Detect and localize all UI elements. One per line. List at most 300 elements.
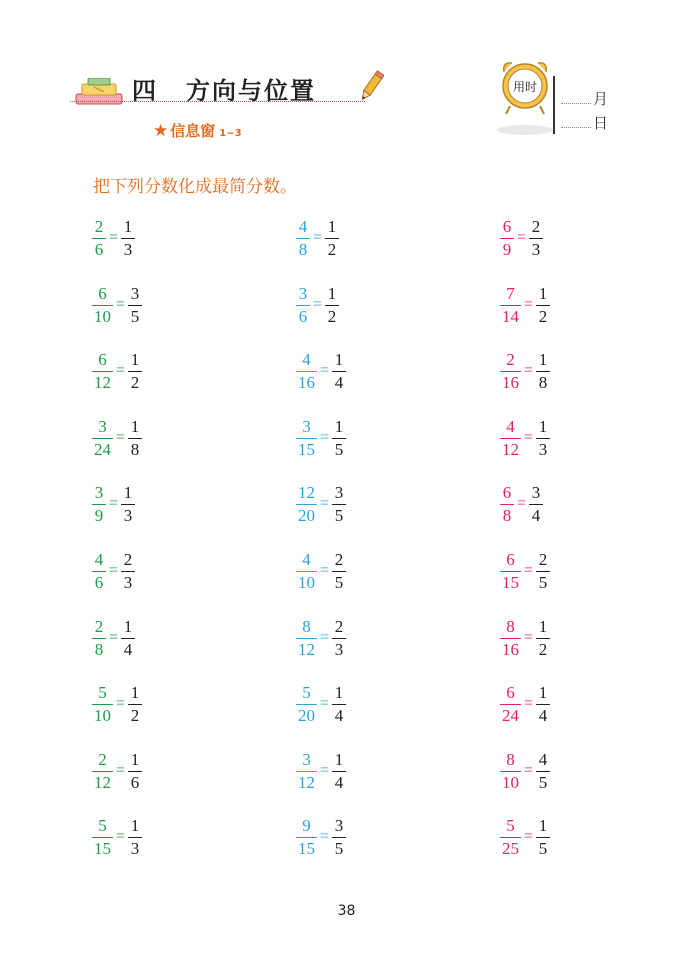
fraction-bar [121, 238, 135, 239]
fraction-equation [296, 414, 346, 462]
numerator: 5 [302, 682, 311, 702]
equals-sign: = [116, 429, 126, 446]
numerator: 2 [334, 616, 344, 636]
simplified-fraction [332, 483, 346, 526]
fraction-equation [92, 813, 142, 861]
numerator: 1 [123, 616, 133, 636]
instruction-text: 把下列分数化成最简分数。 [93, 177, 297, 197]
fraction-bar [296, 504, 317, 505]
equals-sign: = [320, 495, 330, 512]
numerator: 2 [94, 616, 104, 636]
simplified-fraction [332, 617, 346, 660]
numerator: 1 [538, 283, 548, 303]
denominator: 6 [94, 239, 104, 259]
denominator: 12 [94, 772, 111, 792]
denominator: 8 [130, 439, 140, 459]
fraction-equation [296, 547, 346, 595]
numerator: 4 [302, 549, 311, 569]
fraction-bar [500, 371, 521, 372]
simplified-fraction [128, 683, 142, 726]
denominator: 3 [130, 838, 140, 858]
denominator: 16 [502, 639, 519, 659]
equals-sign: = [524, 362, 534, 379]
numerator: 6 [506, 549, 515, 569]
fraction-bar [529, 238, 543, 239]
equals-sign: = [116, 296, 126, 313]
numerator: 6 [502, 482, 512, 502]
numerator: 6 [98, 283, 107, 303]
denominator: 5 [334, 439, 344, 459]
source-fraction [500, 816, 521, 859]
simplified-fraction [536, 284, 550, 327]
source-fraction [296, 284, 310, 327]
fraction-equation [500, 281, 550, 329]
simplified-fraction [332, 550, 346, 593]
denominator: 4 [538, 705, 548, 725]
numerator: 5 [98, 815, 107, 835]
source-fraction [296, 816, 317, 859]
fraction-bar [121, 638, 135, 639]
numerator: 2 [531, 216, 541, 236]
numerator: 12 [298, 482, 315, 502]
info-label: 信息窗 [170, 122, 216, 140]
denominator: 5 [538, 772, 548, 792]
fraction-equation [296, 214, 339, 262]
fraction-bar [536, 704, 550, 705]
fraction-bar [128, 771, 142, 772]
fraction-bar [332, 504, 346, 505]
denominator: 16 [298, 372, 315, 392]
fraction-bar [332, 837, 346, 838]
fraction-bar [536, 771, 550, 772]
source-fraction [500, 617, 521, 660]
numerator: 1 [334, 416, 344, 436]
denominator: 12 [94, 372, 111, 392]
source-fraction [500, 217, 514, 260]
fraction-bar [92, 504, 106, 505]
numerator: 3 [98, 416, 107, 436]
equals-sign: = [116, 828, 126, 845]
fraction-equation [92, 414, 142, 462]
fraction-equation [296, 281, 339, 329]
denominator: 15 [298, 838, 315, 858]
books-icon [74, 78, 126, 108]
fraction-bar [332, 438, 346, 439]
numerator: 1 [130, 682, 140, 702]
fraction-bar [296, 305, 310, 306]
equals-sign: = [109, 229, 119, 246]
fraction-equation [92, 480, 135, 528]
fraction-bar [332, 371, 346, 372]
source-fraction [500, 483, 514, 526]
fraction-bar [332, 638, 346, 639]
equals-sign: = [320, 362, 330, 379]
simplified-fraction [128, 816, 142, 859]
denominator: 3 [531, 239, 541, 259]
fraction-bar [500, 571, 521, 572]
numerator: 4 [538, 749, 548, 769]
fraction-equation [92, 547, 135, 595]
denominator: 5 [334, 572, 344, 592]
source-fraction [92, 417, 113, 460]
equals-sign: = [320, 828, 330, 845]
fraction-equation [92, 614, 135, 662]
fraction-equation [500, 747, 550, 795]
source-fraction [296, 483, 317, 526]
simplified-fraction [121, 550, 135, 593]
denominator: 3 [123, 505, 133, 525]
denominator: 15 [502, 572, 519, 592]
denominator: 20 [298, 705, 315, 725]
simplified-fraction [529, 483, 543, 526]
source-fraction [296, 750, 317, 793]
numerator: 2 [123, 549, 133, 569]
fraction-equation [92, 347, 142, 395]
denominator: 10 [94, 306, 111, 326]
fraction-equation [500, 480, 543, 528]
source-fraction [296, 683, 317, 726]
fraction-bar [92, 704, 113, 705]
denominator: 5 [538, 838, 548, 858]
numerator: 1 [327, 216, 337, 236]
denominator: 5 [334, 838, 344, 858]
source-fraction [92, 350, 113, 393]
day-label: 日 [593, 114, 609, 132]
source-fraction [500, 350, 521, 393]
day-field [561, 112, 621, 133]
fraction-bar [128, 305, 142, 306]
denominator: 4 [123, 639, 133, 659]
fraction-equation [296, 747, 346, 795]
date-divider [553, 76, 555, 134]
fraction-bar [92, 638, 106, 639]
fraction-bar [296, 704, 317, 705]
fraction-bar [296, 438, 317, 439]
denominator: 12 [502, 439, 519, 459]
numerator: 5 [98, 682, 107, 702]
simplified-fraction [536, 750, 550, 793]
denominator: 2 [130, 372, 140, 392]
numerator: 2 [538, 549, 548, 569]
numerator: 1 [538, 416, 548, 436]
simplified-fraction [332, 350, 346, 393]
denominator: 4 [531, 505, 541, 525]
numerator: 1 [130, 349, 140, 369]
numerator: 8 [506, 749, 515, 769]
equals-sign: = [109, 562, 119, 579]
denominator: 6 [298, 306, 308, 326]
numerator: 4 [302, 349, 311, 369]
source-fraction [296, 417, 317, 460]
fraction-bar [92, 371, 113, 372]
denominator: 5 [538, 572, 548, 592]
denominator: 2 [538, 306, 548, 326]
numerator: 7 [506, 283, 515, 303]
simplified-fraction [332, 750, 346, 793]
numerator: 1 [123, 216, 133, 236]
simplified-fraction [332, 683, 346, 726]
source-fraction [92, 816, 113, 859]
fraction-equation [500, 547, 550, 595]
numerator: 2 [334, 549, 344, 569]
numerator: 2 [98, 749, 107, 769]
numerator: 3 [334, 815, 344, 835]
clock-label: 用时 [512, 80, 538, 94]
numerator: 1 [130, 815, 140, 835]
fraction-bar [500, 504, 514, 505]
source-fraction [500, 417, 521, 460]
numerator: 1 [130, 416, 140, 436]
fraction-equation [296, 680, 346, 728]
equals-sign: = [524, 562, 534, 579]
source-fraction [92, 483, 106, 526]
fraction-equation [92, 214, 135, 262]
source-fraction [92, 550, 106, 593]
source-fraction [92, 617, 106, 660]
equals-sign: = [517, 229, 527, 246]
simplified-fraction [529, 217, 543, 260]
fraction-bar [92, 305, 113, 306]
equals-sign: = [524, 695, 534, 712]
fraction-equation [296, 813, 346, 861]
denominator: 10 [502, 772, 519, 792]
simplified-fraction [128, 350, 142, 393]
denominator: 24 [94, 439, 111, 459]
numerator: 8 [302, 616, 311, 636]
fraction-bar [536, 371, 550, 372]
fraction-equation [296, 480, 346, 528]
denominator: 25 [502, 838, 519, 858]
equals-sign: = [320, 562, 330, 579]
denominator: 8 [502, 505, 512, 525]
fraction-equation [500, 680, 550, 728]
source-fraction [296, 217, 310, 260]
numerator: 1 [123, 482, 133, 502]
fraction-bar [332, 704, 346, 705]
simplified-fraction [536, 417, 550, 460]
numerator: 3 [298, 283, 308, 303]
simplified-fraction [128, 417, 142, 460]
simplified-fraction [121, 617, 135, 660]
denominator: 3 [123, 239, 133, 259]
numerator: 1 [327, 283, 337, 303]
equals-sign: = [524, 429, 534, 446]
numerator: 3 [130, 283, 140, 303]
simplified-fraction [536, 683, 550, 726]
denominator: 2 [327, 306, 337, 326]
chapter-number: 四 [132, 77, 158, 105]
denominator: 3 [123, 572, 133, 592]
equals-sign: = [109, 495, 119, 512]
source-fraction [296, 617, 317, 660]
fraction-equation [500, 347, 550, 395]
equals-sign: = [313, 296, 323, 313]
numerator: 4 [506, 416, 515, 436]
denominator: 8 [94, 639, 104, 659]
numerator: 1 [334, 349, 344, 369]
numerator: 8 [506, 616, 515, 636]
equals-sign: = [313, 229, 323, 246]
equals-sign: = [320, 762, 330, 779]
chapter-name: 方向与位置 [186, 77, 316, 105]
source-fraction [500, 550, 521, 593]
numerator: 1 [538, 349, 548, 369]
pencil-icon [358, 70, 384, 104]
denominator: 8 [298, 239, 308, 259]
source-fraction [296, 350, 317, 393]
fraction-bar [332, 771, 346, 772]
numerator: 1 [538, 682, 548, 702]
fraction-equation [500, 813, 550, 861]
fraction-bar [296, 238, 310, 239]
star-icon: ★ [153, 121, 169, 141]
fraction-bar [92, 771, 113, 772]
denominator: 2 [538, 639, 548, 659]
simplified-fraction [536, 350, 550, 393]
fraction-equation [296, 347, 346, 395]
fraction-bar [500, 638, 521, 639]
simplified-fraction [332, 816, 346, 859]
denominator: 2 [327, 239, 337, 259]
fraction-bar [296, 638, 317, 639]
denominator: 4 [334, 372, 344, 392]
denominator: 4 [334, 772, 344, 792]
simplified-fraction [121, 483, 135, 526]
simplified-fraction [121, 217, 135, 260]
numerator: 3 [94, 482, 104, 502]
fraction-bar [128, 704, 142, 705]
equals-sign: = [116, 695, 126, 712]
fraction-bar [500, 837, 521, 838]
fraction-equation [92, 680, 142, 728]
source-fraction [500, 683, 521, 726]
equals-sign: = [517, 495, 527, 512]
fraction-bar [500, 704, 521, 705]
fraction-bar [500, 238, 514, 239]
fraction-bar [536, 837, 550, 838]
numerator: 9 [302, 815, 311, 835]
fraction-bar [296, 771, 317, 772]
fraction-equation [500, 214, 543, 262]
simplified-fraction [536, 816, 550, 859]
equals-sign: = [524, 828, 534, 845]
numerator: 3 [334, 482, 344, 502]
fraction-equation [92, 281, 142, 329]
numerator: 3 [302, 416, 311, 436]
denominator: 6 [94, 572, 104, 592]
denominator: 4 [334, 705, 344, 725]
fraction-equation [500, 614, 550, 662]
denominator: 24 [502, 705, 519, 725]
fraction-bar [536, 305, 550, 306]
fraction-equation [296, 614, 346, 662]
equals-sign: = [109, 629, 119, 646]
denominator: 8 [538, 372, 548, 392]
source-fraction [500, 284, 521, 327]
fraction-equation [92, 747, 142, 795]
denominator: 14 [502, 306, 519, 326]
denominator: 3 [538, 439, 548, 459]
denominator: 9 [502, 239, 512, 259]
fraction-bar [128, 837, 142, 838]
simplified-fraction [536, 617, 550, 660]
equals-sign: = [116, 362, 126, 379]
numerator: 2 [94, 216, 104, 236]
numerator: 6 [506, 682, 515, 702]
source-fraction [296, 550, 317, 593]
equals-sign: = [320, 695, 330, 712]
denominator: 16 [502, 372, 519, 392]
fraction-bar [92, 837, 113, 838]
source-fraction [92, 683, 113, 726]
fraction-bar [500, 305, 521, 306]
info-window-label [153, 120, 242, 141]
fraction-bar [128, 438, 142, 439]
denominator: 5 [130, 306, 140, 326]
fraction-bar [296, 837, 317, 838]
month-field [561, 88, 621, 109]
info-range: 1~3 [219, 128, 242, 139]
fraction-bar [92, 438, 113, 439]
equals-sign: = [524, 629, 534, 646]
denominator: 12 [298, 772, 315, 792]
simplified-fraction [325, 217, 339, 260]
fraction-bar [536, 638, 550, 639]
numerator: 6 [98, 349, 107, 369]
alarm-clock-icon [496, 58, 554, 136]
fraction-bar [325, 305, 339, 306]
fraction-bar [92, 238, 106, 239]
denominator: 3 [334, 639, 344, 659]
fraction-bar [121, 504, 135, 505]
source-fraction [92, 750, 113, 793]
denominator: 15 [298, 439, 315, 459]
fraction-bar [500, 771, 521, 772]
numerator: 3 [531, 482, 541, 502]
numerator: 1 [334, 749, 344, 769]
fraction-bar [500, 438, 521, 439]
numerator: 1 [538, 815, 548, 835]
simplified-fraction [325, 284, 339, 327]
simplified-fraction [332, 417, 346, 460]
source-fraction [500, 750, 521, 793]
numerator: 5 [506, 815, 515, 835]
equals-sign: = [524, 296, 534, 313]
numerator: 4 [298, 216, 308, 236]
denominator: 5 [334, 505, 344, 525]
month-label: 月 [593, 90, 609, 108]
page-header [0, 0, 693, 150]
numerator: 1 [130, 749, 140, 769]
numerator: 1 [538, 616, 548, 636]
fraction-equation [500, 414, 550, 462]
fraction-bar [529, 504, 543, 505]
numerator: 6 [502, 216, 512, 236]
fraction-bar [92, 571, 106, 572]
denominator: 12 [298, 639, 315, 659]
fraction-bar [296, 371, 317, 372]
equals-sign: = [116, 762, 126, 779]
numerator: 3 [302, 749, 311, 769]
fraction-bar [536, 438, 550, 439]
fraction-bar [325, 238, 339, 239]
denominator: 10 [94, 705, 111, 725]
source-fraction [92, 217, 106, 260]
simplified-fraction [128, 750, 142, 793]
denominator: 2 [130, 705, 140, 725]
simplified-fraction [128, 284, 142, 327]
denominator: 6 [130, 772, 140, 792]
